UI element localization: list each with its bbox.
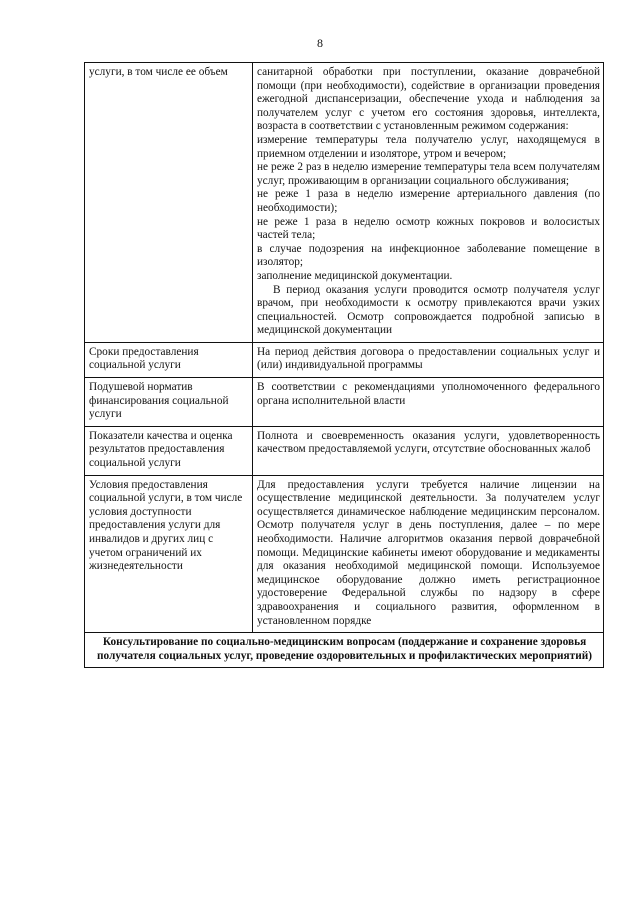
content-paragraph: В соответствии с рекомендациями уполномоченного федерального органа исполнительной власти [257, 381, 600, 407]
table-row [85, 475, 604, 633]
table-row [85, 426, 604, 475]
content-paragraph: не реже 1 раза в неделю измерение артериального давления (по необходимости); [257, 188, 600, 214]
content-paragraph: измерение температуры тела получателю услуг, находящемуся в приемном отделении и изоляторе, утром и вечером; [257, 133, 600, 160]
content-paragraph: Полнота и своевременность оказания услуги, удовлетворенность качеством предоставляемой услуги, отсутствие обоснованных жалоб [257, 429, 600, 456]
content-paragraph: санитарной обработки при поступлении, оказание доврачебной помощи (при необходимости), содействие в организации проведения ежегодной диспансеризации, обеспечение ухода и наблюдения за получателем услуг с учетом его состояния здоровья, интеллекта, возраста в соответствии с установленным режимом содержания: [257, 66, 600, 133]
content-paragraph: На период действия договора о предоставлении социальных услуг и (или) индивидуальной программы [257, 345, 600, 372]
row-content [253, 475, 604, 633]
row-content [253, 63, 604, 343]
content-paragraph: В период оказания услуги проводится осмотр получателя услуг врачом, при необходимости к осмотру привлекаются врачи узких специальностей. Осмотр сопровождается подробной записью в медицинской документации [257, 283, 600, 337]
row-content [253, 378, 604, 427]
row-content [253, 342, 604, 377]
content-paragraph: заполнение медицинской документации. [257, 269, 453, 282]
service-standard-table [84, 62, 604, 668]
table-row [85, 378, 604, 427]
row-label: услуги, в том числе ее объем [85, 63, 253, 343]
row-content [253, 426, 604, 475]
row-label: Подушевой норматив финансирования социальной услуги [85, 378, 253, 427]
row-label: Показатели качества и оценка результатов предоставления социальной услуги [85, 426, 253, 475]
content-paragraph: не реже 2 раз в неделю измерение температуры тела всем получателям услуг, проживающим в организации социального обслуживания; [257, 161, 600, 187]
content-paragraph: в случае подозрения на инфекционное заболевание помещение в изолятор; [257, 242, 600, 269]
table-row [85, 342, 604, 377]
content-paragraph: Для предоставления услуги требуется наличие лицензии на осуществление медицинской деятельности. За получателем услуг осуществляется динамическое наблюдение медицинским персоналом. Осмотр получателя услуг в день поступления, далее – по мере необходимости. Наличие алгоритмов оказания первой доврачебной помощи. Медицинские кабинеты имеют оборудование и медикаменты для оказания необходимой медицинской помощи. Используемое медицинское оборудование должно иметь регистрационное удостоверение Федеральной службы по надзору в сфере здравоохранения и социального развития, оформленном в установленном порядке [257, 478, 600, 627]
section-heading: Консультирование по социально-медицинским вопросам (поддержание и сохранение здоровья получателя социальных услуг, проведение оздоровительных и профилактических мероприятий) [85, 633, 604, 668]
content-paragraph: не реже 1 раза в неделю осмотр кожных покровов и волосистых частей тела; [257, 215, 600, 242]
row-label: Сроки предоставления социальной услуги [85, 342, 253, 377]
page-number: 8 [317, 36, 323, 50]
section-heading-row [85, 633, 604, 668]
table-row [85, 63, 604, 343]
row-label: Условия предоставления социальной услуги, в том числе условия доступности предоставления услуги для инвалидов и других лиц с учетом ограничений их жизнедеятельности [85, 475, 253, 633]
